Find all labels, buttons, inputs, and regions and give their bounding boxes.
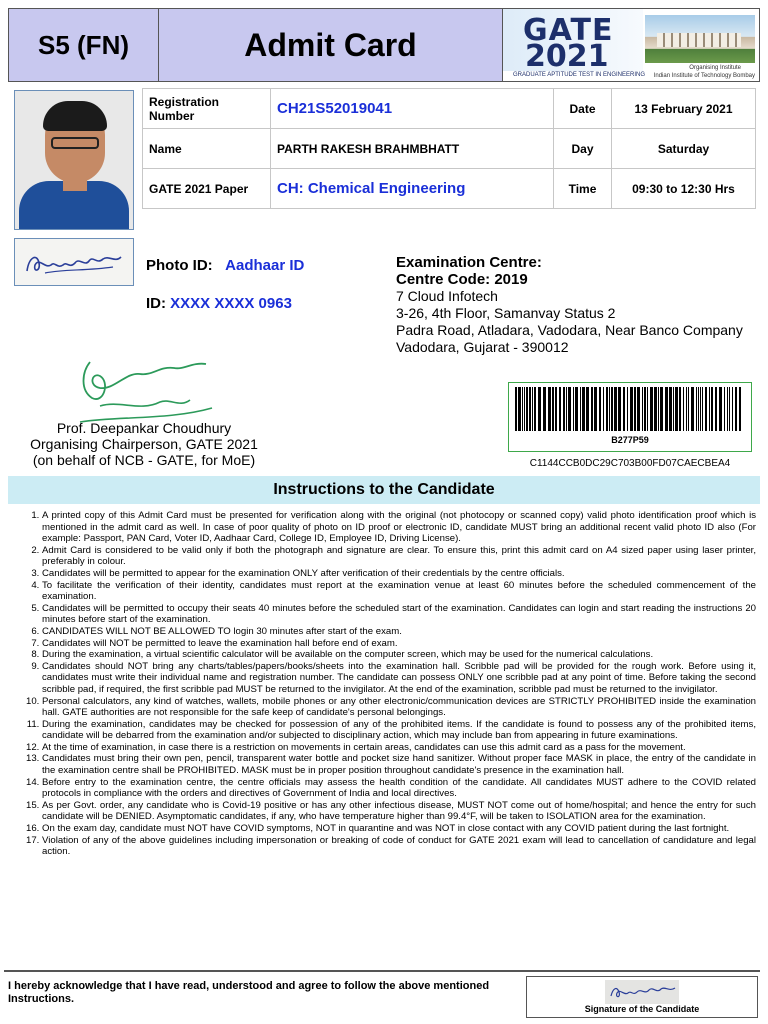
acknowledgement-text: I hereby acknowledge that I have read, understood and agree to follow the above mentioned Instructions. — [8, 980, 490, 1005]
session-code: S5 (FN) — [9, 9, 159, 81]
barcode-bar — [688, 387, 689, 431]
barcode-bar — [644, 387, 646, 431]
centre-address-line: 3-26, 4th Floor, Samanvay Status 2 — [396, 305, 616, 321]
barcode-bar — [603, 387, 604, 431]
instruction-item: 1. A printed copy of this Admit Card must be presented for verification along with the original (not photocopy or scanned copy) valid photo identification proof which is mentioned in the admit card as well. In case of poor quality of photo on ID proof or electronic ID, candidate MUST bring an additional recent valid photo ID also (For example: Passport, PAN Card, Voter ID, Aadhaar Card, College ID, Employee ID, Driving License). — [42, 510, 756, 545]
barcode-bar — [630, 387, 633, 431]
instruction-item: 4. To facilitate the verification of their identity, candidates must report at the examination venue at least 60 minutes before the scheduled commencement of the examination. — [42, 580, 756, 603]
exam-day: Saturday — [612, 129, 756, 169]
exam-date: 13 February 2021 — [612, 89, 756, 129]
table-row — [143, 169, 756, 209]
signature-scribble-icon — [605, 980, 679, 1004]
barcode-bar — [637, 387, 640, 431]
photo-id-type: Aadhaar ID — [225, 257, 305, 274]
barcode-bar — [634, 387, 636, 431]
instruction-item: 5. Candidates will be permitted to occupy their seats 40 minutes before the scheduled start of the examination. Candidates can login and start reading the instructions 20 minutes before start of the examination. — [42, 603, 756, 626]
barcode-bar — [526, 387, 528, 431]
photo-id-label: Photo ID: — [146, 257, 213, 274]
barcode-code: B277P59 — [611, 435, 649, 445]
barcode-bar — [522, 387, 523, 431]
barcode-bar — [732, 387, 733, 431]
centre-address-line: 7 Cloud Infotech — [396, 288, 498, 304]
organising-label: Organising Institute — [689, 65, 741, 71]
gate-logo-panel — [503, 9, 759, 81]
barcode-bar — [529, 387, 531, 431]
barcode-bar — [586, 387, 589, 431]
day-label: Day — [554, 129, 612, 169]
barcode-bar — [705, 387, 707, 431]
candidate-signature — [14, 238, 134, 286]
barcode-bar — [594, 387, 597, 431]
gate-logo-tagline: GRADUATE APTITUDE TEST IN ENGINEERING — [513, 72, 646, 78]
instruction-item: 3. Candidates will be permitted to appear for the examination ONLY after verification of their credentials by the centre officials. — [42, 568, 756, 580]
centre-address-line: Padra Road, Atladara, Vadodara, Near Banco Company — [396, 322, 743, 338]
instruction-item: 17. Violation of any of the above guidelines including impersonation or breaking of code of conduct for GATE 2021 exam will lead to cancellation of candidature and legal action. — [42, 835, 756, 858]
barcode-hash: C1144CCB0DC29C703B00FD07CAECBEA4 — [529, 458, 731, 469]
barcode-bar — [669, 387, 672, 431]
chairperson-name: Prof. Deepankar Choudhury — [56, 420, 232, 436]
barcode-bar — [611, 387, 613, 431]
barcode-bar — [568, 387, 571, 431]
signature-scribble-icon — [15, 239, 133, 285]
barcode-bar — [614, 387, 617, 431]
barcode-bar — [696, 387, 697, 431]
instructions-list — [8, 510, 756, 858]
candidate-name: PARTH RAKESH BRAHMBHATT — [271, 129, 554, 169]
barcode-box — [508, 382, 752, 452]
barcode-icon — [515, 387, 745, 431]
barcode-bar — [724, 387, 725, 431]
instruction-item: 6. CANDIDATES WILL NOT BE ALLOWED TO login 30 minutes after start of the exam. — [42, 626, 756, 638]
barcode-bar — [618, 387, 621, 431]
acknowledgement-footer — [4, 970, 760, 1018]
name-label: Name — [143, 129, 271, 169]
barcode-bar — [555, 387, 557, 431]
barcode-bar — [711, 387, 713, 431]
centre-heading: Examination Centre: — [396, 254, 542, 271]
barcode-bar — [559, 387, 561, 431]
barcode-bar — [665, 387, 668, 431]
barcode-bar — [691, 387, 694, 431]
table-row — [143, 89, 756, 129]
barcode-bar — [524, 387, 525, 431]
instruction-item: 13. Candidates must bring their own pen, pencil, transparent water bottle and pocket size hand sanitizer. Without proper face MASK in place, the entry of the candidate in the examination centre shall be PROHIBITED. MASK must be in proper position throughout candidate's presence in the examination hall. — [42, 753, 756, 776]
candidate-photo — [14, 90, 134, 230]
photo-id-line — [146, 257, 304, 274]
barcode-bar — [591, 387, 593, 431]
barcode-bar — [683, 387, 684, 431]
instructions-title: Instructions to the Candidate — [8, 476, 760, 504]
barcode-bar — [580, 387, 581, 431]
barcode-bar — [609, 387, 610, 431]
barcode-bar — [606, 387, 608, 431]
instruction-item: 11. During the examination, candidates may be checked for possession of any of the prohibited items. If the candidate is found to possess any of the prohibited items, candidate will be debarred from the examination and/or subjected to disciplinary action, which may include ban from appearing in future examinations. — [42, 719, 756, 742]
barcode-bar — [534, 387, 536, 431]
chairperson-block — [14, 420, 274, 468]
organising-institute: Indian Institute of Technology Bombay — [653, 73, 755, 79]
exam-time: 09:30 to 12:30 Hrs — [612, 169, 756, 209]
instruction-item: 16. On the exam day, candidate must NOT have COVID symptoms, NOT in quarantine and was NOT in close contact with any COVID patient during the last fortnight. — [42, 823, 756, 835]
barcode-bar — [573, 387, 574, 431]
registration-label: Registration Number — [143, 89, 271, 129]
footer-signature-image — [605, 980, 679, 1004]
gate-logo-year: 2021 — [525, 39, 609, 74]
chairperson-designation: Organising Chairperson, GATE 2021 — [30, 436, 258, 452]
barcode-bar — [658, 387, 659, 431]
barcode-bar — [679, 387, 681, 431]
id-label: ID: — [146, 295, 166, 312]
instruction-item: 9. Candidates should NOT bring any charts/tables/papers/books/sheets into the examination hall. Scribble pad will be provided for the rough work. Before using it, candidates must write their individual name and registration number. The candidate can possess ONLY one scribble pad at any point of time. Before taking the second scribble pad, if required, the first scribble pad MUST be returned to the invigilator. At the end of the examination, scribble pad must be returned to the invigilator. — [42, 661, 756, 696]
barcode-bar — [642, 387, 643, 431]
barcode-bar — [719, 387, 722, 431]
barcode-bar — [518, 387, 521, 431]
paper-label: GATE 2021 Paper — [143, 169, 271, 209]
chairperson-behalf: (on behalf of NCB - GATE, for MoE) — [32, 452, 256, 468]
barcode-bar — [563, 387, 565, 431]
barcode-bar — [660, 387, 663, 431]
barcode-bar — [623, 387, 625, 431]
page-title: Admit Card — [159, 9, 503, 81]
time-label: Time — [554, 169, 612, 209]
barcode-bar — [727, 387, 728, 431]
candidate-details-table — [142, 88, 756, 209]
institute-building-image — [645, 15, 755, 63]
date-label: Date — [554, 89, 612, 129]
barcode-bar — [548, 387, 551, 431]
barcode-bar — [675, 387, 678, 431]
centre-address-line: Vadodara, Gujarat - 390012 — [396, 339, 569, 355]
table-row — [143, 129, 756, 169]
barcode-bar — [673, 387, 674, 431]
barcode-bar — [739, 387, 741, 431]
barcode-bar — [538, 387, 541, 431]
barcode-bar — [552, 387, 554, 431]
barcode-bar — [715, 387, 717, 431]
barcode-bar — [566, 387, 567, 431]
id-number-line — [146, 295, 292, 312]
photo-glasses — [51, 137, 99, 149]
barcode-bar — [654, 387, 657, 431]
barcode-bar — [582, 387, 585, 431]
barcode-bar — [700, 387, 701, 431]
instruction-item: 7. Candidates will NOT be permitted to leave the examination hall before end of exam. — [42, 638, 756, 650]
barcode-bar — [735, 387, 737, 431]
signature-caption: Signature of the Candidate — [584, 1004, 700, 1014]
centre-code: Centre Code: 2019 — [396, 271, 528, 288]
barcode-bar — [543, 387, 546, 431]
instruction-item: 8. During the examination, a virtual scientific calculator will be available on the computer screen, which may be used for the numerical calculations. — [42, 649, 756, 661]
registration-number: CH21S52019041 — [271, 89, 554, 129]
barcode-bar — [627, 387, 628, 431]
instruction-item: 2. Admit Card is considered to be valid only if both the photograph and signature are clear. To ensure this, print this admit card on A4 sized paper using laser printer, preferably in colour. — [42, 545, 756, 568]
exam-paper: CH: Chemical Engineering — [271, 169, 554, 209]
barcode-bar — [702, 387, 703, 431]
barcode-bar — [729, 387, 730, 431]
examination-centre — [396, 254, 743, 356]
barcode-bar — [575, 387, 578, 431]
instruction-item: 15. As per Govt. order, any candidate who is Covid-19 positive or has any other infectious disease, MUST NOT come out of home/hospital; and hence the entry for such candidate will be DENIED. Asymptomatic candidates, if any, who have temperature higher than 99.4°F, will be taken to ISOLATION area for the examination. — [42, 800, 756, 823]
barcode-bar — [698, 387, 699, 431]
chairperson-signature-icon — [70, 342, 220, 428]
barcode-bar — [532, 387, 533, 431]
barcode-bar — [686, 387, 687, 431]
photo-hair — [43, 101, 107, 131]
instruction-item: 12. At the time of examination, in case there is a restriction on movements in certain areas, candidates can use this admit card as a pass for the movement. — [42, 742, 756, 754]
candidate-signature-footer — [526, 976, 758, 1018]
barcode-bar — [647, 387, 648, 431]
gate-logo-word: GATE — [523, 13, 614, 48]
instruction-item: 10. Personal calculators, any kind of watches, wallets, mobile phones or any other electronic/communication devices are STRICTLY PROHIBITED inside the examination hall. GATE authorities are not responsible for the safe keep of candidate's personal belongings. — [42, 696, 756, 719]
barcode-bar — [599, 387, 601, 431]
barcode-bar — [650, 387, 653, 431]
id-number: XXXX XXXX 0963 — [170, 295, 292, 312]
barcode-bar — [515, 387, 517, 431]
admit-card-header — [8, 8, 760, 82]
instruction-item: 14. Before entry to the examination centre, the centre officials may assess the health condition of the candidate. All candidates MUST adhere to the COVID related protocols in compliance with the orders and directives of Government of India and local directives. — [42, 777, 756, 800]
barcode-bar — [709, 387, 710, 431]
